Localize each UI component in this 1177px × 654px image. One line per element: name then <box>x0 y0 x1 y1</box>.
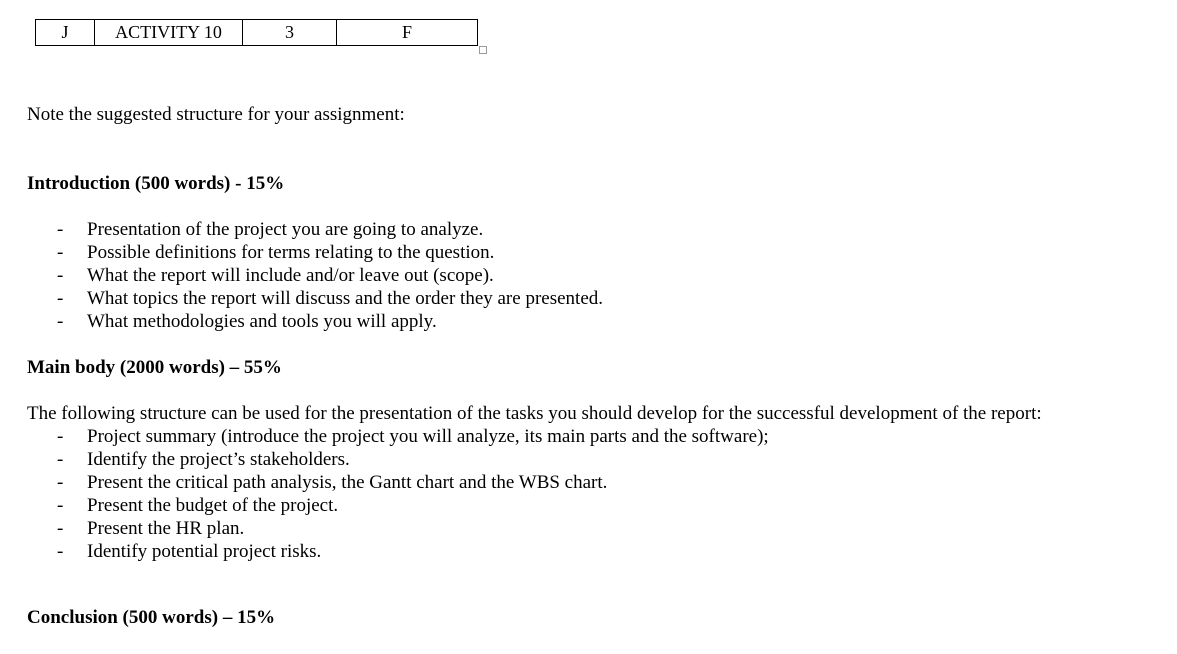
bullet-dash: - <box>57 219 64 240</box>
header-table[interactable] <box>35 19 478 46</box>
list-item-text: What methodologies and tools you will apply. <box>87 311 437 332</box>
list-item-text: Present the budget of the project. <box>87 495 339 516</box>
list-item-text: Possible definitions for terms relating to the question. <box>87 242 495 263</box>
table-resize-handle[interactable] <box>479 46 487 54</box>
bullet-dash: - <box>57 449 64 470</box>
list-item-text: What the report will include and/or leave out (scope). <box>87 265 494 286</box>
bullet-dash: - <box>57 518 64 539</box>
bullet-dash: - <box>57 311 64 332</box>
bullet-dash: - <box>57 472 64 493</box>
main-body-heading: Main body (2000 words) – 55% <box>27 357 282 378</box>
main-body-paragraph: The following structure can be used for the presentation of the tasks you should develop for the successful development of the report: <box>27 403 1042 424</box>
bullet-dash: - <box>57 541 64 562</box>
introduction-heading: Introduction (500 words) - 15% <box>27 173 285 194</box>
header-cell-number[interactable]: 3 <box>243 20 337 46</box>
conclusion-heading: Conclusion (500 words) – 15% <box>27 607 276 628</box>
bullet-dash: - <box>57 495 64 516</box>
bullet-dash: - <box>57 265 64 286</box>
list-item-text: Identify potential project risks. <box>87 541 322 562</box>
list-item-text: Project summary (introduce the project you will analyze, its main parts and the software); <box>87 426 769 447</box>
list-item-text: Identify the project’s stakeholders. <box>87 449 350 470</box>
header-cell-letter[interactable]: J <box>36 20 95 46</box>
list-item-text: Present the critical path analysis, the Gantt chart and the WBS chart. <box>87 472 608 493</box>
header-table-row <box>36 20 478 46</box>
list-item-text: Presentation of the project you are going to analyze. <box>87 219 484 240</box>
bullet-dash: - <box>57 242 64 263</box>
bullet-dash: - <box>57 426 64 447</box>
list-item-text: Present the HR plan. <box>87 518 245 539</box>
list-item-text: What topics the report will discuss and the order they are presented. <box>87 288 603 309</box>
header-cell-grade[interactable]: F <box>337 20 478 46</box>
header-cell-activity[interactable]: ACTIVITY 10 <box>95 20 243 46</box>
bullet-dash: - <box>57 288 64 309</box>
intro-note: Note the suggested structure for your assignment: <box>27 104 405 125</box>
